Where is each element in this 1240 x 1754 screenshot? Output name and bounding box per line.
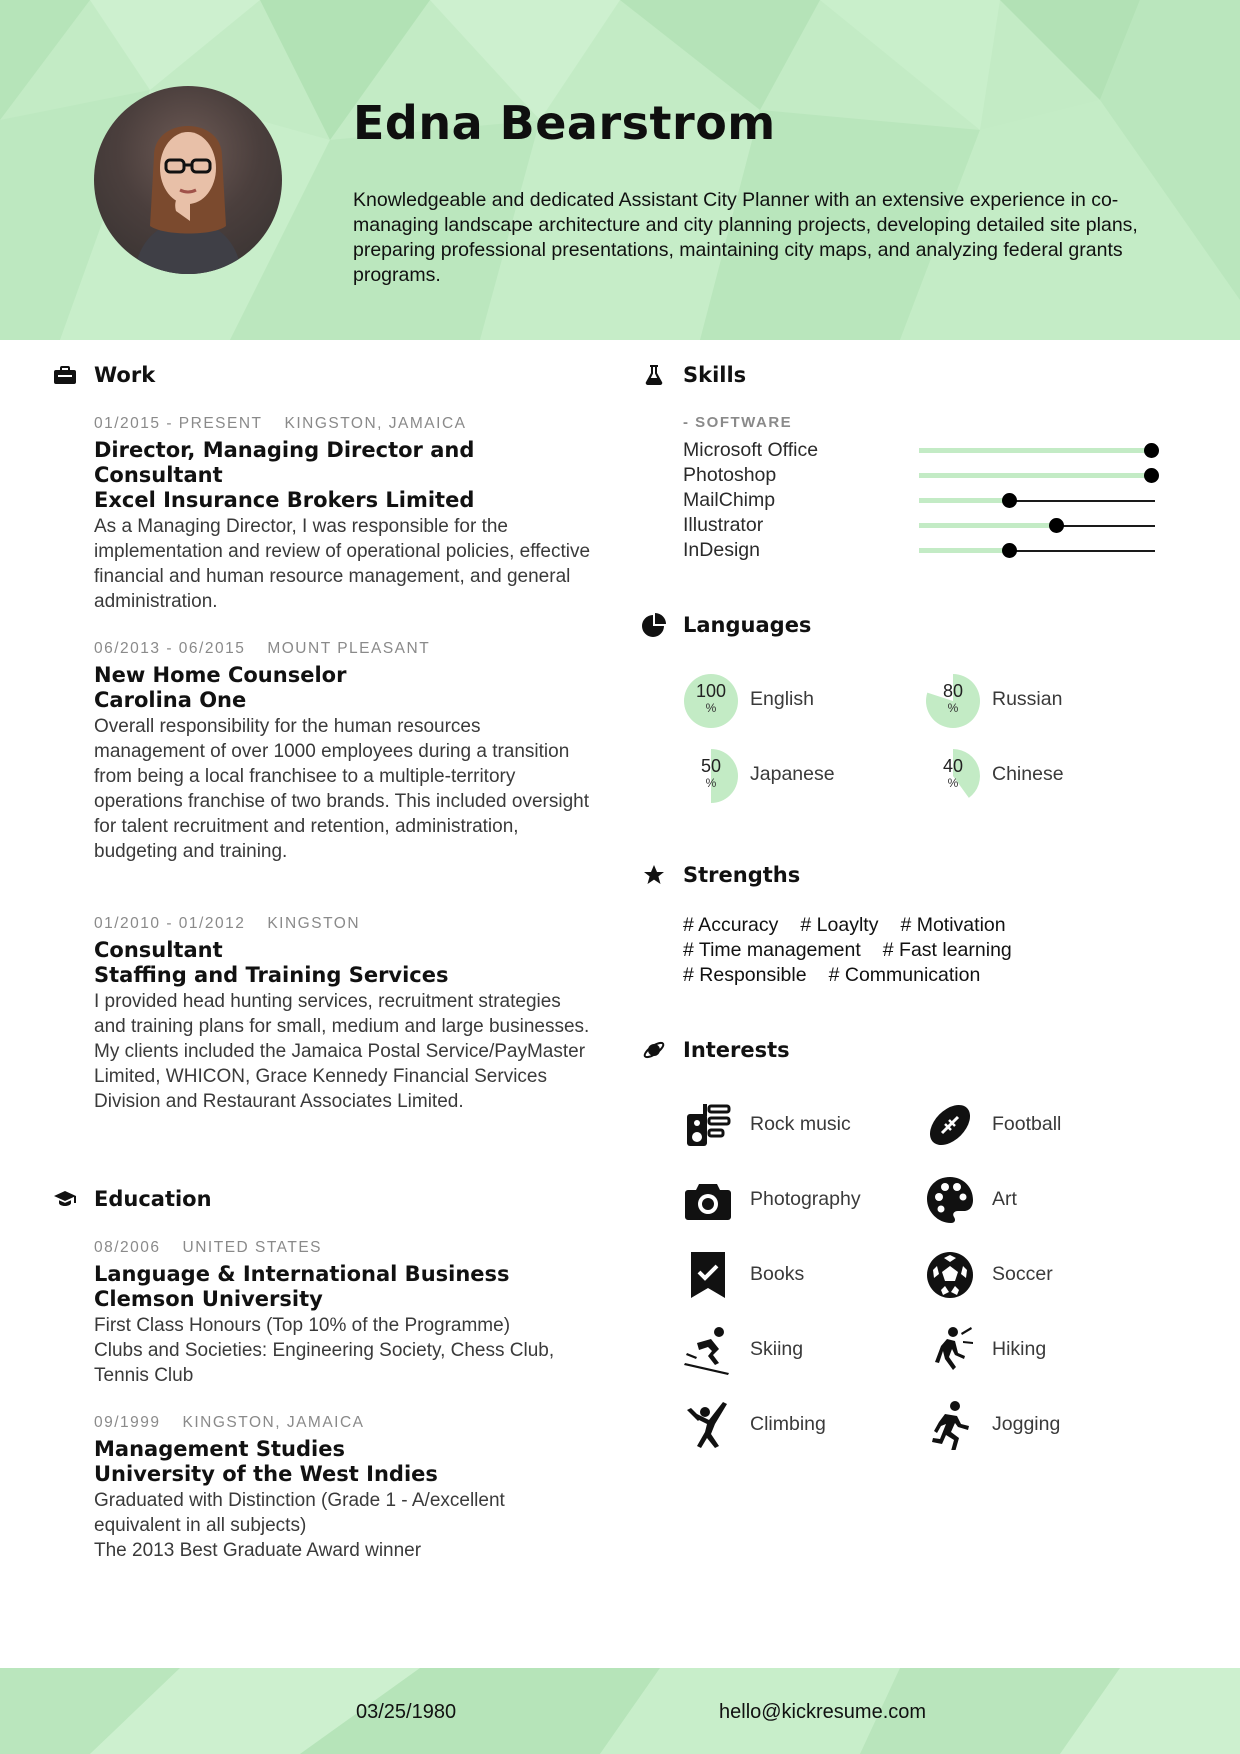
strength-line [683,938,1034,963]
interest-item [683,1100,923,1152]
work-entry [94,414,594,614]
entry-meta [94,914,594,934]
pie-chart-icon [641,612,667,638]
birth-date: 03/25/1980 [356,1701,457,1723]
skill-level-knob [1002,543,1017,558]
strength-tag: # Loaylty [800,914,879,936]
languages-section-title [641,612,811,638]
interests-section-title [641,1037,790,1063]
entry-dates: 09/1999 [94,1414,161,1431]
skill-name: Illustrator [683,514,764,536]
strengths-title-text: Strengths [683,863,801,887]
interest-item [925,1325,1165,1377]
percent-sign: % [705,701,717,715]
interests-title-text: Interests [683,1038,790,1062]
interest-item [683,1325,923,1377]
education-section-title [52,1186,212,1212]
interest-name: Hiking [992,1338,1047,1360]
language-name: Japanese [750,763,835,785]
entry-organization: Carolina One [94,688,247,712]
interest-name: Rock music [750,1113,851,1135]
language-item [925,673,1165,729]
skill-fill [919,523,1061,528]
language-name: English [750,688,814,710]
work-entry [94,914,594,1114]
entry-degree: Language & International Business [94,1262,510,1286]
entry-description: Overall responsibility for the human resources management of over 1000 employees during a transition from being a local franchisee to a multiple-territory operations franchise of two brands. This included oversight for talent recruitment and retention, administration, budgeting and training. [94,716,589,862]
entry-meta [94,1238,594,1258]
strength-tag: # Fast learning [882,939,1012,961]
entry-location: KINGSTON, JAMAICA [182,1414,365,1431]
skill-group-label: - SOFTWARE [683,414,793,431]
entry-dates: 01/2015 - PRESENT [94,415,263,432]
skill-fill [919,473,1155,478]
polygon-background [0,1668,1240,1754]
skill-row [683,513,1163,538]
planet-icon [641,1037,667,1063]
interest-name: Photography [750,1188,861,1210]
skill-row [683,538,1163,563]
entry-role: New Home Counselor [94,663,347,687]
work-section-title [52,362,155,388]
soccer-ball-icon [925,1250,975,1300]
profile-summary: Knowledgeable and dedicated Assistant City Planner with an extensive experience in co-managing landscape architecture and city planning projects, developing detailed site plans, preparing professional presentations, maintaining city maps, and analyzing federal grants programs. [353,189,1138,286]
avatar [94,86,282,274]
interest-name: Jogging [992,1413,1061,1435]
strength-line [683,913,1028,938]
bookmark-icon [683,1250,733,1300]
language-percent: 80 [942,681,964,701]
entry-location: MOUNT PLEASANT [267,640,431,657]
entry-meta [94,639,594,659]
strength-tag: # Time management [683,939,861,961]
runner-icon [925,1400,975,1450]
skill-fill [919,448,1155,453]
education-entry [94,1413,594,1563]
star-icon [641,862,667,888]
percent-sign: % [705,776,717,790]
interest-item [925,1175,1165,1227]
skill-name: Microsoft Office [683,439,819,461]
strength-tag: # Communication [828,964,981,986]
climber-icon [683,1400,733,1450]
interest-item [683,1400,923,1452]
skill-row [683,463,1163,488]
hiker-icon [925,1325,975,1375]
skills-title-text: Skills [683,363,747,387]
header-banner [0,0,1240,340]
percent-sign: % [947,776,959,790]
entry-meta [94,414,594,434]
graduation-cap-icon [52,1186,78,1212]
entry-dates: 06/2013 - 06/2015 [94,640,246,657]
skill-row [683,488,1163,513]
strength-tag: # Responsible [683,964,807,986]
entry-location: KINGSTON [267,915,361,932]
palette-icon [925,1175,975,1225]
languages-title-text: Languages [683,613,812,637]
language-percent: 40 [942,756,964,776]
entry-school: University of the West Indies [94,1462,438,1486]
interest-name: Climbing [750,1413,826,1435]
portrait-illustration [94,86,282,274]
work-title-text: Work [94,363,156,387]
language-name: Chinese [992,763,1064,785]
skill-name: InDesign [683,539,760,561]
entry-description: First Class Honours (Top 10% of the Programme) Clubs and Societies: Engineering Society, Chess Club, Tennis Club [94,1315,555,1386]
entry-description: I provided head hunting services, recruitment strategies and training plans for small, medium and large businesses. My clients included the Jamaica Postal Service/PayMaster Limited, WHICON, Grace Kennedy Financial Services Division and Restaurant Associates Limited. [94,991,590,1112]
skill-level-knob [1049,518,1064,533]
interest-item [683,1175,923,1227]
interest-item [925,1100,1165,1152]
language-item [683,673,923,729]
interest-item [683,1250,923,1302]
email-link[interactable]: hello@kickresume.com [719,1701,927,1723]
interest-item [925,1400,1165,1452]
skill-level-knob [1002,493,1017,508]
work-entry [94,639,594,864]
strength-tag: # Accuracy [683,914,779,936]
interest-name: Soccer [992,1263,1053,1285]
interest-item [925,1250,1165,1302]
skill-level-knob [1144,443,1159,458]
skill-fill [919,498,1013,503]
flask-icon [641,362,667,388]
entry-degree: Management Studies [94,1437,345,1461]
interest-name: Skiing [750,1338,804,1360]
skills-section-title [641,362,746,388]
briefcase-icon [52,362,78,388]
american-football-icon [925,1100,975,1150]
strength-line [683,963,1002,988]
skill-name: Photoshop [683,464,777,486]
skier-icon [683,1325,733,1375]
interest-name: Art [992,1188,1017,1210]
entry-dates: 08/2006 [94,1239,161,1256]
interest-name: Football [992,1113,1062,1135]
entry-school: Clemson University [94,1287,323,1311]
percent-sign: % [947,701,959,715]
education-title-text: Education [94,1187,212,1211]
language-item [683,748,923,804]
strengths-section-title [641,862,800,888]
entry-role: Director, Managing Director and Consultant [94,438,475,487]
boombox-icon [683,1100,733,1150]
skill-row [683,438,1163,463]
entry-role: Consultant [94,938,223,962]
language-item [925,748,1165,804]
entry-dates: 01/2010 - 01/2012 [94,915,246,932]
entry-description: As a Managing Director, I was responsible for the implementation and review of operational policies, effective financial and human resource management, and general administration. [94,516,591,612]
language-name: Russian [992,688,1063,710]
strength-tag: # Motivation [900,914,1006,936]
entry-description: Graduated with Distinction (Grade 1 - A/excellent equivalent in all subjects) The 2013 Best Graduate Award winner [94,1490,505,1561]
education-entry [94,1238,594,1388]
language-percent: 50 [700,756,722,776]
entry-meta [94,1413,594,1433]
skill-name: MailChimp [683,489,776,511]
skill-level-knob [1144,468,1159,483]
interest-name: Books [750,1263,805,1285]
entry-location: UNITED STATES [182,1239,323,1256]
footer-banner [0,1668,1240,1754]
skill-fill [919,548,1013,553]
candidate-name: Edna Bearstrom [353,96,776,150]
camera-icon [683,1175,733,1225]
entry-location: KINGSTON, JAMAICA [284,415,467,432]
language-percent: 100 [695,681,727,701]
entry-organization: Excel Insurance Brokers Limited [94,488,475,512]
entry-organization: Staffing and Training Services [94,963,449,987]
